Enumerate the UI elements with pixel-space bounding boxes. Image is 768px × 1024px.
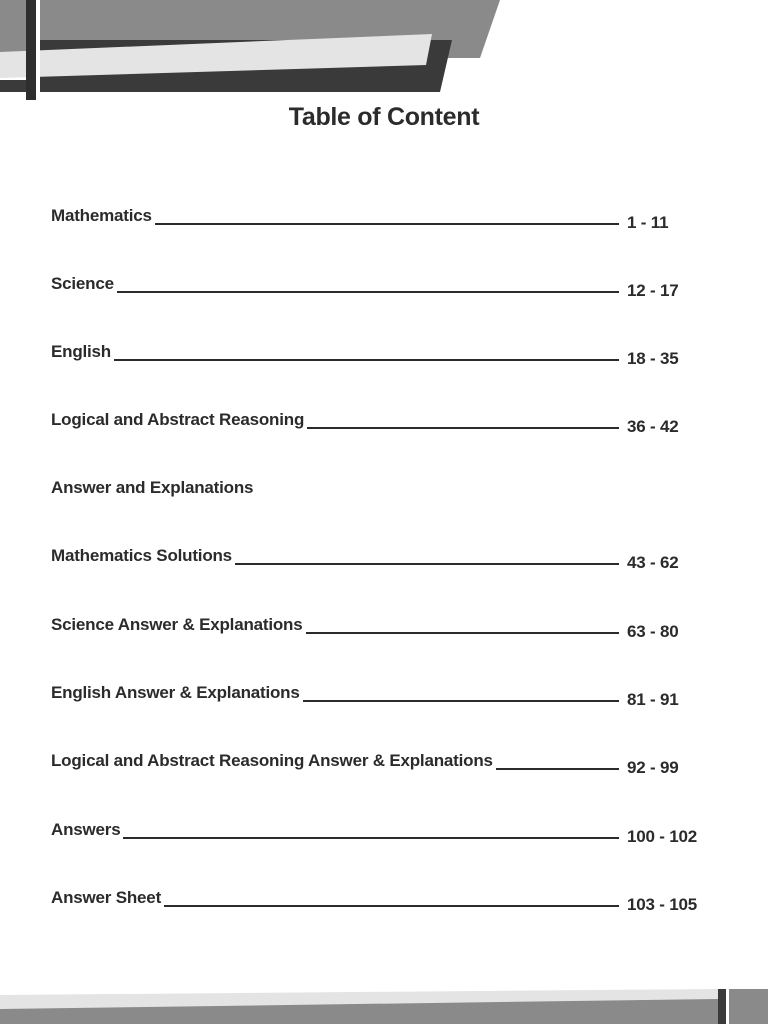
toc-dotted-leader — [117, 291, 619, 293]
toc-dotted-leader — [496, 768, 619, 770]
toc-entry-label: Answers — [51, 820, 121, 839]
toc-entry-answer-sheet[interactable] — [51, 886, 719, 916]
toc-entry-logical-reasoning-answers[interactable] — [51, 749, 719, 779]
toc-dotted-leader — [164, 905, 619, 907]
toc-entry-label: English — [51, 342, 111, 361]
toc-dotted-leader — [306, 632, 620, 634]
toc-entry-pages: 36 - 42 — [627, 417, 679, 436]
toc-entry-pages: 103 - 105 — [627, 895, 698, 914]
toc-entry-label: Answer Sheet — [51, 888, 162, 907]
toc-section-label: Answer and Explanations — [51, 478, 254, 497]
toc-entry-pages: 12 - 17 — [627, 281, 679, 300]
toc-entry-mathematics-solutions[interactable] — [51, 544, 719, 574]
toc-section-answer-and-explanations[interactable] — [51, 476, 719, 506]
toc-entry-label: Logical and Abstract Reasoning — [51, 410, 305, 429]
toc-entry-pages: 92 - 99 — [627, 758, 679, 777]
footer-decoration — [0, 985, 768, 1024]
toc-entry-label: Science Answer & Explanations — [51, 615, 303, 634]
toc-entry-answers[interactable] — [51, 818, 719, 848]
toc-entry-pages: 1 - 11 — [627, 213, 669, 232]
toc-entry-label: English Answer & Explanations — [51, 683, 300, 702]
toc-dotted-leader — [114, 359, 619, 361]
toc-entry-logical-reasoning[interactable] — [51, 408, 719, 438]
toc-entry-pages: 81 - 91 — [627, 690, 679, 709]
toc-dotted-leader — [235, 563, 619, 565]
toc-entry-pages: 18 - 35 — [627, 349, 679, 368]
toc-entry-label: Mathematics Solutions — [51, 546, 232, 565]
toc-dotted-leader — [307, 427, 619, 429]
toc-entry-mathematics[interactable] — [51, 204, 719, 234]
toc-entry-science-answers[interactable] — [51, 613, 719, 643]
toc-dotted-leader — [303, 700, 619, 702]
toc-entry-pages: 63 - 80 — [627, 622, 679, 641]
header-decoration — [0, 0, 768, 100]
toc-entry-english[interactable] — [51, 340, 719, 370]
toc-entry-science[interactable] — [51, 272, 719, 302]
toc-entry-pages: 43 - 62 — [627, 553, 679, 572]
toc-entry-label: Logical and Abstract Reasoning Answer & Explanations — [51, 751, 493, 770]
toc-dotted-leader — [155, 223, 619, 225]
toc-entry-english-answers[interactable] — [51, 681, 719, 711]
toc-entry-label: Mathematics — [51, 206, 152, 225]
toc-entry-pages: 100 - 102 — [627, 827, 698, 846]
toc-dotted-leader — [123, 837, 619, 839]
toc-entry-label: Science — [51, 274, 114, 293]
page-title: Table of Content — [288, 103, 480, 131]
